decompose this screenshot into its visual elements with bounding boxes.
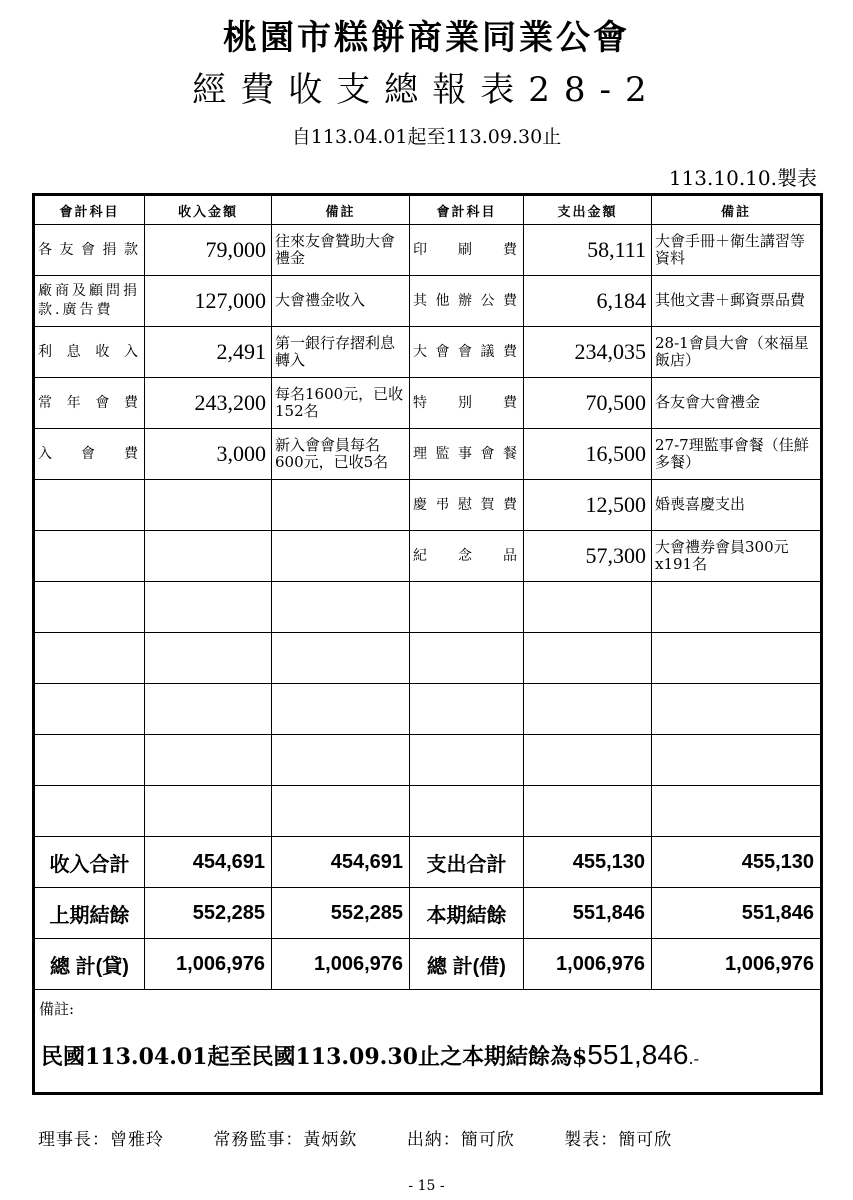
made-date: 113.10.10.製表 (668, 166, 817, 190)
expense-total-amount: 1,006,976 (524, 939, 652, 990)
income-total-label: 收入合計 (34, 837, 145, 888)
income-account-cell: 利息收入 (34, 327, 145, 378)
expense-account-cell: 慶弔慰賀費 (410, 480, 524, 531)
table-row (34, 786, 822, 837)
signature-cashier: 出納：簡可欣 (406, 1130, 515, 1150)
total-row (34, 939, 822, 990)
income-total-amount: 454,691 (145, 837, 272, 888)
income-note-cell (272, 531, 410, 582)
expense-amount-cell (524, 786, 652, 837)
remark-cell (34, 990, 822, 1094)
report-title: 經費收支總報表28-2 (192, 70, 661, 110)
income-amount-cell: 127,000 (145, 276, 272, 327)
income-note-cell: 第一銀行存摺利息轉入 (272, 327, 410, 378)
signature-chairman: 理事長：曾雅玲 (38, 1130, 164, 1150)
table-row (34, 531, 822, 582)
income-note-cell (272, 684, 410, 735)
expense-note-cell (652, 786, 822, 837)
col-header-expense-account: 會計科目 (410, 195, 524, 225)
table-row (34, 327, 822, 378)
income-note-cell (272, 633, 410, 684)
income-amount-cell (145, 633, 272, 684)
income-total-amount-repeat: 552,285 (272, 888, 410, 939)
expense-total-amount-repeat: 455,130 (652, 837, 822, 888)
expense-amount-cell: 234,035 (524, 327, 652, 378)
income-amount-cell (145, 480, 272, 531)
income-account-cell: 廠商及顧問捐款.廣告費 (34, 276, 145, 327)
expense-note-cell (652, 735, 822, 786)
signature-supervisor: 常務監事：黃炳欽 (213, 1130, 358, 1150)
expense-amount-cell: 70,500 (524, 378, 652, 429)
table-row (34, 735, 822, 786)
col-header-income-account: 會計科目 (34, 195, 145, 225)
header-row (34, 195, 822, 225)
summary-amount: 551,846 (587, 1039, 689, 1070)
income-total-amount-repeat: 1,006,976 (272, 939, 410, 990)
income-amount-cell: 2,491 (145, 327, 272, 378)
expense-account-cell (410, 582, 524, 633)
signature-line (38, 1125, 716, 1150)
expense-account-cell: 理監事會餐 (410, 429, 524, 480)
expense-total-amount-repeat: 551,846 (652, 888, 822, 939)
expense-amount-cell (524, 633, 652, 684)
expense-account-cell: 特 別 費 (410, 378, 524, 429)
expense-total-amount: 455,130 (524, 837, 652, 888)
table-row (34, 633, 822, 684)
expense-account-cell: 紀 念 品 (410, 531, 524, 582)
expense-amount-cell: 6,184 (524, 276, 652, 327)
income-note-cell: 大會禮金收入 (272, 276, 410, 327)
income-note-cell: 每名1600元，已收152名 (272, 378, 410, 429)
expense-amount-cell: 16,500 (524, 429, 652, 480)
income-note-cell (272, 582, 410, 633)
expense-account-cell: 印 刷 費 (410, 225, 524, 276)
summary-suffix: .- (688, 1049, 699, 1068)
income-amount-cell (145, 735, 272, 786)
income-amount-cell (145, 684, 272, 735)
income-amount-cell: 79,000 (145, 225, 272, 276)
expense-amount-cell: 12,500 (524, 480, 652, 531)
table-row (34, 684, 822, 735)
total-row (34, 837, 822, 888)
income-account-cell (34, 531, 145, 582)
expense-amount-cell: 58,111 (524, 225, 652, 276)
expense-note-cell: 大會禮券會員300元x191名 (652, 531, 822, 582)
col-header-income-note: 備註 (272, 195, 410, 225)
expense-note-cell: 28-1會員大會（來福星飯店） (652, 327, 822, 378)
expense-total-label: 總 計(借) (410, 939, 524, 990)
income-note-cell: 往來友會贊助大會禮金 (272, 225, 410, 276)
expense-amount-cell (524, 582, 652, 633)
income-amount-cell: 3,000 (145, 429, 272, 480)
total-row (34, 888, 822, 939)
income-amount-cell (145, 786, 272, 837)
income-total-amount-repeat: 454,691 (272, 837, 410, 888)
balance-summary (35, 1019, 820, 1071)
expense-account-cell (410, 735, 524, 786)
table-row (34, 480, 822, 531)
income-account-cell: 各友會捐款 (34, 225, 145, 276)
expense-note-cell: 婚喪喜慶支出 (652, 480, 822, 531)
expense-account-cell (410, 786, 524, 837)
col-header-expense-amount: 支出金額 (524, 195, 652, 225)
expense-account-cell (410, 684, 524, 735)
expense-amount-cell (524, 684, 652, 735)
income-account-cell (34, 633, 145, 684)
expense-total-amount-repeat: 1,006,976 (652, 939, 822, 990)
income-amount-cell: 243,200 (145, 378, 272, 429)
expense-account-cell (410, 633, 524, 684)
expense-amount-cell: 57,300 (524, 531, 652, 582)
col-header-income-amount: 收入金額 (145, 195, 272, 225)
expense-account-cell: 其他辦公費 (410, 276, 524, 327)
table-row (34, 429, 822, 480)
ledger-table (32, 193, 823, 1095)
expense-note-cell (652, 633, 822, 684)
income-total-label: 總 計(貸) (34, 939, 145, 990)
table-row (34, 225, 822, 276)
income-account-cell: 入 會 費 (34, 429, 145, 480)
income-note-cell (272, 786, 410, 837)
income-note-cell (272, 480, 410, 531)
table-row (34, 378, 822, 429)
org-title: 桃園市糕餅商業同業公會 (223, 18, 630, 58)
income-account-cell (34, 582, 145, 633)
expense-note-cell (652, 684, 822, 735)
income-total-amount: 552,285 (145, 888, 272, 939)
expense-note-cell: 其他文書＋郵資票品費 (652, 276, 822, 327)
income-note-cell: 新入會會員每名600元，已收5名 (272, 429, 410, 480)
expense-note-cell: 大會手冊＋衛生講習等資料 (652, 225, 822, 276)
income-amount-cell (145, 582, 272, 633)
income-account-cell (34, 684, 145, 735)
expense-note-cell: 各友會大會禮金 (652, 378, 822, 429)
signature-preparer: 製表：簡可欣 (564, 1130, 673, 1150)
expense-total-label: 支出合計 (410, 837, 524, 888)
income-note-cell (272, 735, 410, 786)
table-row (34, 276, 822, 327)
report-period: 自113.04.01起至113.09.30止 (291, 126, 562, 148)
income-account-cell (34, 786, 145, 837)
col-header-expense-note: 備註 (652, 195, 822, 225)
income-account-cell: 常年會費 (34, 378, 145, 429)
expense-note-cell: 27-7理監事會餐（佳鮮多餐） (652, 429, 822, 480)
income-total-amount: 1,006,976 (145, 939, 272, 990)
expense-total-label: 本期結餘 (410, 888, 524, 939)
expense-total-amount: 551,846 (524, 888, 652, 939)
summary-prefix: 民國113.04.01起至民國113.09.30止之本期結餘為$ (41, 1044, 588, 1070)
income-amount-cell (145, 531, 272, 582)
expense-amount-cell (524, 735, 652, 786)
remark-label: 備註: (39, 1000, 75, 1018)
income-account-cell (34, 480, 145, 531)
expense-note-cell (652, 582, 822, 633)
table-row (34, 582, 822, 633)
income-account-cell (34, 735, 145, 786)
income-total-label: 上期結餘 (34, 888, 145, 939)
page-number: - 15 - (408, 1178, 445, 1194)
expense-account-cell: 大會會議費 (410, 327, 524, 378)
